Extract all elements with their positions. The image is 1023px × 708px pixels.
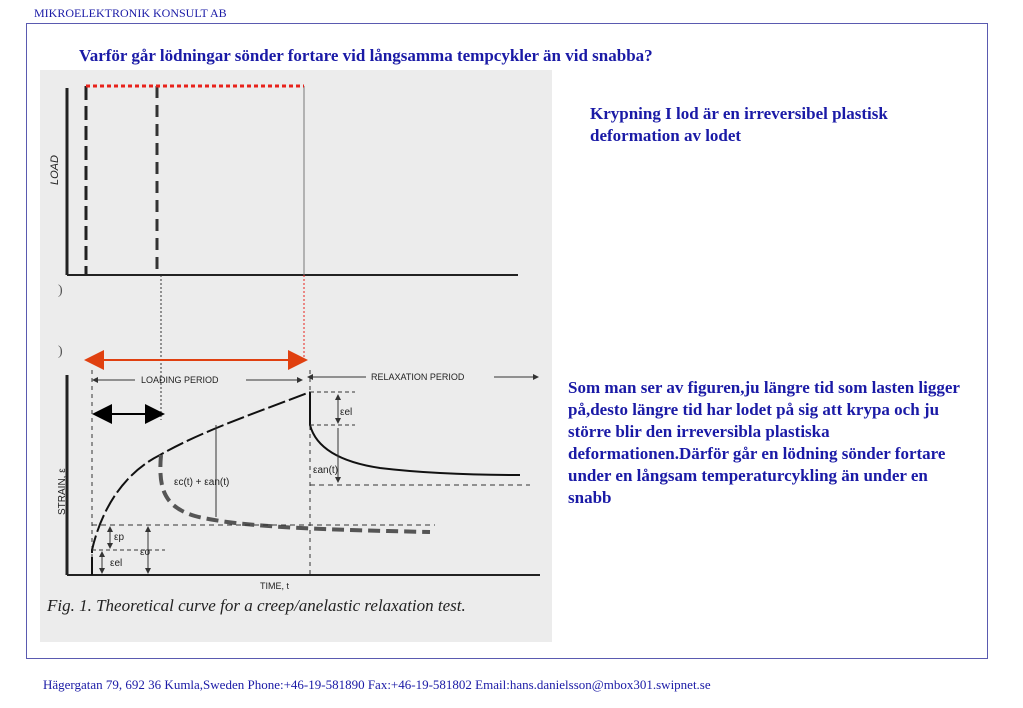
figure-drawing	[40, 70, 552, 642]
paren-mark-2: )	[58, 344, 63, 359]
eps-el-top-label: εel	[340, 407, 353, 418]
creep-relaxation-figure	[40, 70, 552, 642]
figure-caption: Fig. 1. Theoretical curve for a creep/anelastic relaxation test.	[47, 596, 466, 615]
relaxation-period-label: RELAXATION PERIOD	[371, 372, 465, 382]
load-axis-label: LOAD	[49, 155, 61, 185]
creep-definition-text: Krypning I lod är en irreversibel plastisk deformation av lodet	[590, 104, 888, 145]
eps-p-label: εp	[114, 532, 125, 543]
company-header: MIKROELEKTRONIK KONSULT AB	[34, 6, 227, 20]
strain-axis-label: STRAIN, ε	[57, 468, 68, 515]
time-axis-label: TIME, t	[260, 581, 289, 591]
footer-contact: Hägergatan 79, 692 36 Kumla,Sweden Phone:+46-19-581890 Fax:+46-19-581802 Email:hans.danielsson@mbox301.swipnet.se	[43, 677, 711, 692]
slide-title: Varför går lödningar sönder fortare vid långsamma tempcykler än vid snabba?	[79, 46, 653, 65]
paren-mark-1: )	[58, 283, 63, 298]
eps-an-label: εan(t)	[313, 465, 339, 476]
short-load-recovery-curve	[160, 455, 430, 532]
relaxation-curve	[310, 392, 520, 475]
eps-el-bottom-label: εel	[110, 558, 123, 569]
load-panel	[49, 86, 518, 359]
loading-period-label: LOADING PERIOD	[141, 375, 219, 385]
strain-panel	[57, 370, 540, 591]
explanation-text: Som man ser av figuren,ju längre tid som lasten ligger på,desto längre tid har lodet på sig att krypa och ju större blir den irreversibla plastiska deformationen.Därför går en lödning sönder fortare under en långsam temperaturcykling än under en snabb	[568, 378, 960, 507]
eps-o-label: εo	[140, 547, 151, 558]
eps-c-sum-label: εc(t) + εan(t)	[174, 477, 230, 488]
